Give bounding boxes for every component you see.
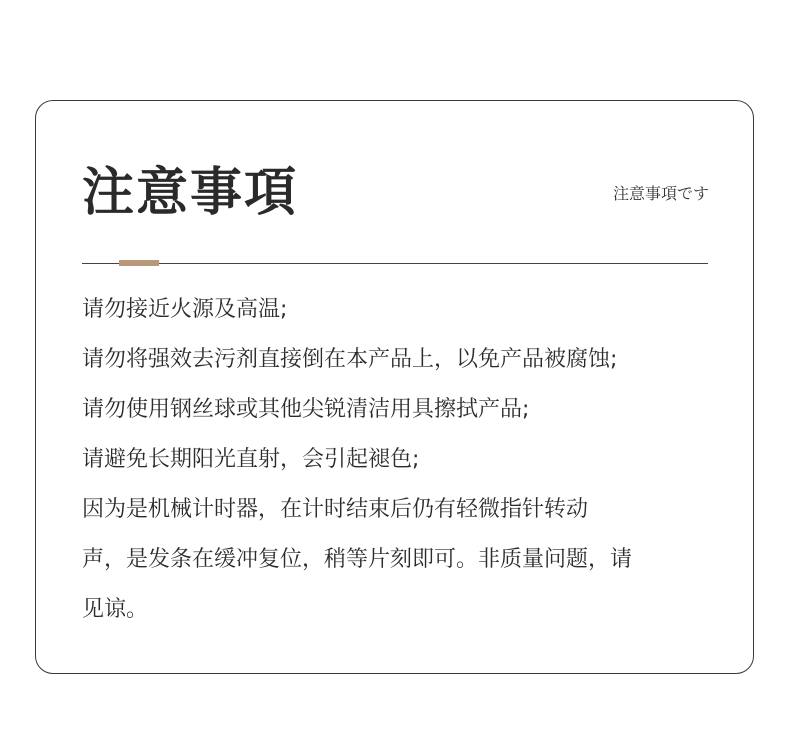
notice-line-fire: 请勿接近火源及高温; — [82, 297, 288, 322]
notice-line-steel-wool: 请勿使用钢丝球或其他尖锐清洁用具擦拭产品; — [82, 397, 530, 422]
notice-list — [82, 285, 712, 635]
notice-line-detergent: 请勿将强效去污剂直接倒在本产品上，以免产品被腐蚀; — [82, 347, 618, 372]
notice-line-timer-3: 见谅。 — [82, 597, 149, 622]
notice-line-timer-1: 因为是机械计时器，在计时结束后仍有轻微指针转动 — [82, 497, 589, 522]
notice-card — [35, 100, 754, 674]
divider-accent-bar — [119, 260, 159, 266]
notice-line-timer-2: 声，是发条在缓冲复位，稍等片刻即可。非质量问题，请 — [82, 547, 633, 572]
title-divider — [82, 263, 708, 264]
notice-line-sunlight: 请避免长期阳光直射，会引起褪色; — [82, 447, 420, 472]
page-title: 注意事項 — [82, 163, 299, 223]
page-subtitle: 注意事項です — [612, 184, 709, 203]
